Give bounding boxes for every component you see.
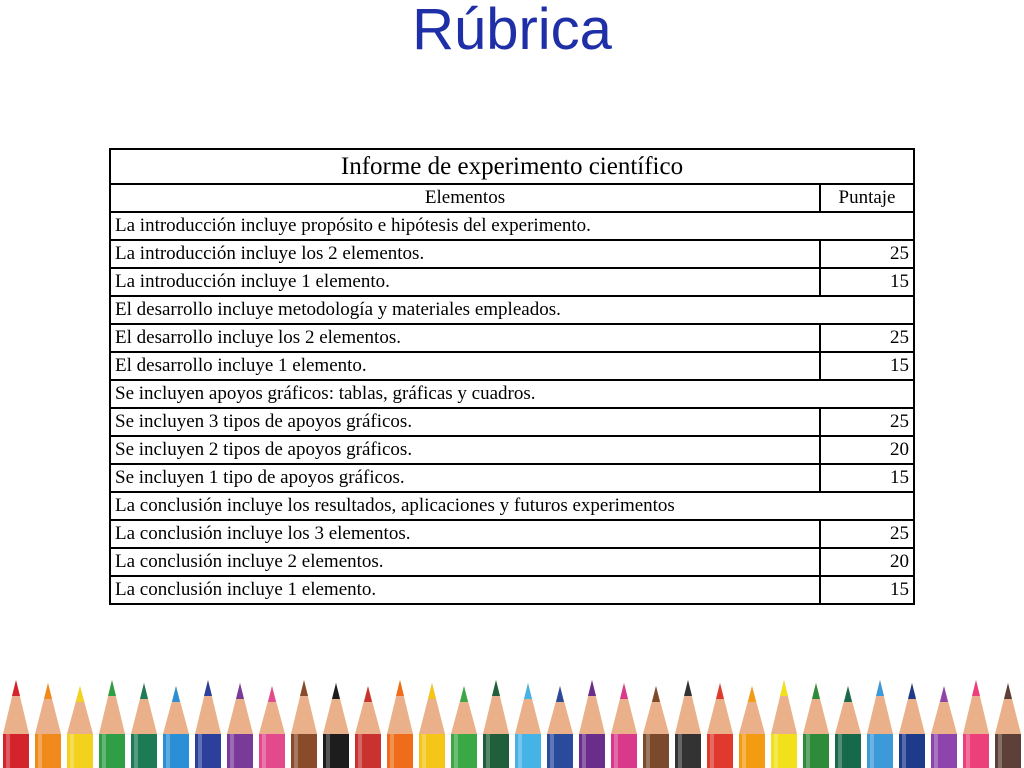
criterion-text: El desarrollo incluye metodología y materiales empleados.	[110, 296, 914, 324]
rubric-table	[109, 148, 915, 605]
level-description: Se incluyen 1 tipo de apoyos gráficos.	[110, 464, 820, 492]
pencil	[547, 686, 573, 768]
pencil	[67, 686, 93, 768]
pencil	[227, 683, 253, 768]
level-description: El desarrollo incluye los 2 elementos.	[110, 324, 820, 352]
pencil	[355, 686, 381, 768]
pencil	[579, 680, 605, 768]
pencil	[963, 680, 989, 768]
pencil	[259, 686, 285, 768]
pencil	[483, 680, 509, 768]
slide-title: Rúbrica	[412, 0, 612, 62]
level-score: 15	[820, 268, 914, 296]
level-description: El desarrollo incluye 1 elemento.	[110, 352, 820, 380]
pencil	[803, 683, 829, 768]
pencil	[707, 683, 733, 768]
level-row	[110, 408, 914, 436]
pencil	[451, 686, 477, 768]
level-row	[110, 520, 914, 548]
column-header-score: Puntaje	[820, 184, 914, 212]
criterion-text: La introducción incluye propósito e hipótesis del experimento.	[110, 212, 914, 240]
pencil	[35, 683, 61, 768]
table-title: Informe de experimento científico	[110, 149, 914, 184]
column-header-elements: Elementos	[110, 184, 820, 212]
level-score: 15	[820, 352, 914, 380]
pencil	[643, 686, 669, 768]
pencil	[291, 680, 317, 768]
level-score: 20	[820, 548, 914, 576]
criterion-row	[110, 380, 914, 408]
criterion-row	[110, 492, 914, 520]
pencil	[195, 680, 221, 768]
level-score: 15	[820, 464, 914, 492]
level-row	[110, 324, 914, 352]
level-score: 20	[820, 436, 914, 464]
level-score: 25	[820, 408, 914, 436]
pencil	[387, 680, 413, 768]
level-score: 25	[820, 324, 914, 352]
pencil	[323, 683, 349, 768]
level-score: 15	[820, 576, 914, 604]
level-row	[110, 268, 914, 296]
pencil	[611, 683, 637, 768]
level-description: La conclusión incluye 2 elementos.	[110, 548, 820, 576]
pencil	[131, 683, 157, 768]
pencil	[931, 686, 957, 768]
pencil	[515, 683, 541, 768]
pencil	[867, 680, 893, 768]
level-description: La conclusión incluye 1 elemento.	[110, 576, 820, 604]
level-row	[110, 548, 914, 576]
level-description: La conclusión incluye los 3 elementos.	[110, 520, 820, 548]
criterion-row	[110, 212, 914, 240]
criterion-text: Se incluyen apoyos gráficos: tablas, gráficas y cuadros.	[110, 380, 914, 408]
criterion-text: La conclusión incluye los resultados, aplicaciones y futuros experimentos	[110, 492, 914, 520]
level-description: La introducción incluye los 2 elementos.	[110, 240, 820, 268]
pencil	[899, 683, 925, 768]
criterion-row	[110, 296, 914, 324]
level-row	[110, 576, 914, 604]
pencil	[3, 680, 29, 768]
level-row	[110, 240, 914, 268]
pencil	[771, 680, 797, 768]
level-description: Se incluyen 2 tipos de apoyos gráficos.	[110, 436, 820, 464]
colored-pencils-decoration	[0, 672, 1024, 768]
level-score: 25	[820, 240, 914, 268]
level-row	[110, 352, 914, 380]
pencil	[739, 686, 765, 768]
level-description: Se incluyen 3 tipos de apoyos gráficos.	[110, 408, 820, 436]
pencil	[675, 680, 701, 768]
level-score: 25	[820, 520, 914, 548]
pencil	[419, 683, 445, 768]
pencil	[835, 686, 861, 768]
level-row	[110, 464, 914, 492]
pencil	[99, 680, 125, 768]
level-row	[110, 436, 914, 464]
pencil	[995, 683, 1021, 768]
level-description: La introducción incluye 1 elemento.	[110, 268, 820, 296]
pencil	[163, 686, 189, 768]
